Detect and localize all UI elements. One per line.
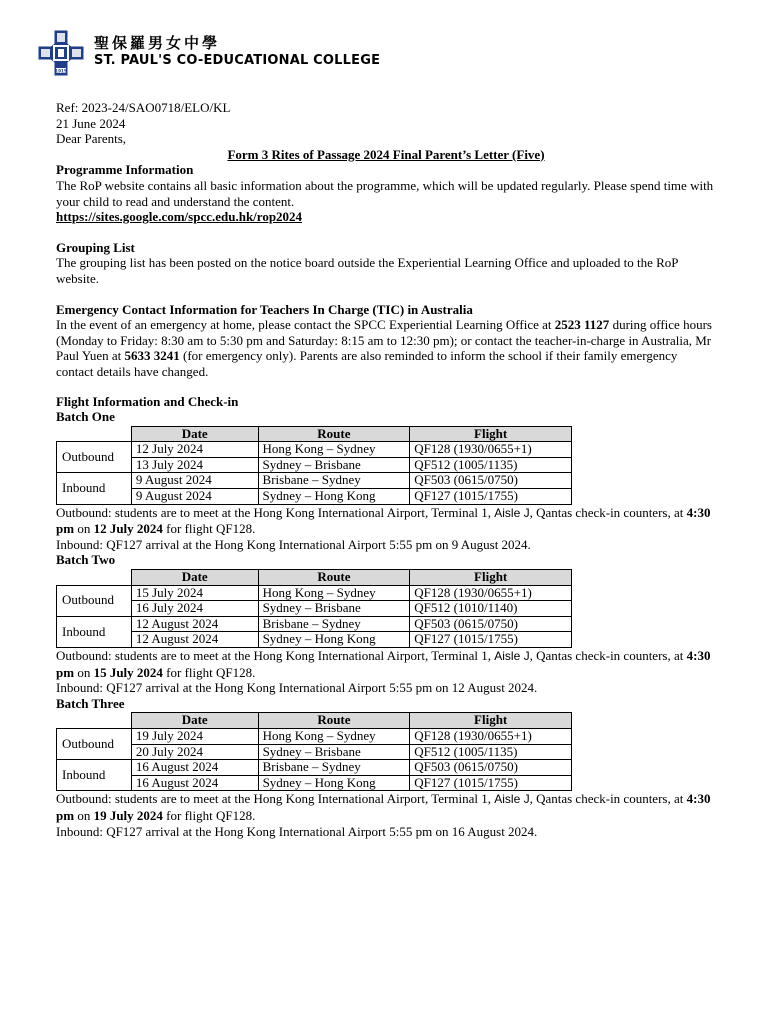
school-name-english: ST. PAUL'S CO-EDUCATIONAL COLLEGE xyxy=(94,53,381,68)
cell-route: Sydney – Brisbane xyxy=(258,601,410,617)
grouping-body: The grouping list has been posted on the notice board outside the Experiential Learning Office and uploaded to the RoP website. xyxy=(56,255,679,286)
table-row xyxy=(57,760,572,776)
cell-route: Brisbane – Sydney xyxy=(258,760,410,776)
school-name-chinese: 聖保羅男女中學 xyxy=(94,34,221,52)
flight-table xyxy=(56,569,572,648)
batch-title: Batch Three xyxy=(56,695,125,711)
cell-route: Brisbane – Sydney xyxy=(258,473,410,489)
flight-table xyxy=(56,426,572,505)
cell-flight: QF512 (1005/1135) xyxy=(410,457,572,473)
teacher-phone: 5633 3241 xyxy=(124,348,180,364)
cell-flight: QF127 (1015/1755) xyxy=(410,775,572,791)
batch-title: Batch One xyxy=(56,409,115,425)
cell-date: 9 August 2024 xyxy=(131,473,258,489)
flight-section-title: Flight Information and Check-in xyxy=(56,393,239,409)
table-row xyxy=(57,473,572,489)
cell-flight: QF128 (1930/0655+1) xyxy=(410,585,572,601)
cell-date: 19 July 2024 xyxy=(131,728,258,744)
header-date: Date xyxy=(131,570,258,586)
cell-flight: QF127 (1015/1755) xyxy=(410,489,572,505)
cell-flight: QF128 (1930/0655+1) xyxy=(410,442,572,458)
cell-route: Brisbane – Sydney xyxy=(258,616,410,632)
outbound-label: Outbound xyxy=(57,585,132,616)
cell-date: 9 August 2024 xyxy=(131,489,258,505)
inbound-note: Inbound: QF127 arrival at the Hong Kong International Airport 5:55 pm on 9 August 2024. xyxy=(56,536,531,552)
programme-section xyxy=(56,162,716,224)
table-row xyxy=(57,442,572,458)
meet-time: 4:30 pm xyxy=(56,504,711,537)
header-date: Date xyxy=(131,713,258,729)
table-header-row xyxy=(57,426,572,442)
letter-subject: Form 3 Rites of Passage 2024 Final Parent’s Letter (Five) xyxy=(227,146,545,162)
cell-route: Sydney – Hong Kong xyxy=(258,632,410,648)
cell-flight: QF503 (0615/0750) xyxy=(410,616,572,632)
table-row xyxy=(57,457,572,473)
cell-route: Hong Kong – Sydney xyxy=(258,442,410,458)
inbound-note: Inbound: QF127 arrival at the Hong Kong International Airport 5:55 pm on 12 August 2024. xyxy=(56,680,538,696)
meet-date: 15 July 2024 xyxy=(93,664,163,680)
letter-date: 21 June 2024 xyxy=(56,115,126,131)
cell-flight: QF503 (0615/0750) xyxy=(410,760,572,776)
cell-flight: QF503 (0615/0750) xyxy=(410,473,572,489)
cell-flight: QF512 (1005/1135) xyxy=(410,744,572,760)
cell-date: 16 July 2024 xyxy=(131,601,258,617)
aisle-label: Aisle J xyxy=(494,505,530,520)
table-row xyxy=(57,601,572,617)
table-header-row xyxy=(57,570,572,586)
cell-flight: QF128 (1930/0655+1) xyxy=(410,728,572,744)
outbound-label: Outbound xyxy=(57,442,132,473)
school-crest-icon xyxy=(38,30,84,76)
grouping-section xyxy=(56,240,716,287)
outbound-note: Outbound: students are to meet at the Hong Kong International Airport, Terminal 1, Aisle J, Qantas check-in counters, at 4:30 pm on 19 July 2024 for flight QF128. xyxy=(56,791,711,823)
header-flight: Flight xyxy=(410,713,572,729)
emergency-body: In the event of an emergency at home, please contact the SPCC Experiential Learning Office at 2523 1127 during office hours (Monday to Friday: 8:30 am to 5:30 pm and Saturday: 8:15 am to 12:30 pm); or contact the teacher-in-charge in Australia, Mr Paul Yuen at 5633 3241 (for emergency only). Parents are also reminded to inform the school if their family emergency contact details have changed. xyxy=(56,317,712,379)
table-row xyxy=(57,744,572,760)
cell-date: 12 July 2024 xyxy=(131,442,258,458)
emergency-section xyxy=(56,302,716,380)
cell-date: 12 August 2024 xyxy=(131,632,258,648)
header-route: Route xyxy=(258,426,410,442)
table-row xyxy=(57,489,572,505)
programme-body: The RoP website contains all basic information about the programme, which will be updated regularly. Please spend time with your child to read and understand the content. xyxy=(56,177,714,209)
meet-time: 4:30 pm xyxy=(56,791,711,823)
cell-flight: QF512 (1010/1140) xyxy=(410,601,572,617)
table-row xyxy=(57,728,572,744)
table-row xyxy=(57,616,572,632)
header-flight: Flight xyxy=(410,426,572,442)
table-row xyxy=(57,585,572,601)
cell-date: 15 July 2024 xyxy=(131,585,258,601)
crest-year: 1915 xyxy=(55,68,67,74)
office-phone: 2523 1127 xyxy=(554,317,610,333)
cell-route: Hong Kong – Sydney xyxy=(258,585,410,601)
letter-body xyxy=(56,100,716,839)
table-header-row xyxy=(57,713,572,729)
meet-date: 12 July 2024 xyxy=(93,521,163,537)
batch-title: Batch Two xyxy=(56,552,116,568)
cell-route: Sydney – Hong Kong xyxy=(258,489,410,505)
cell-date: 20 July 2024 xyxy=(131,744,258,760)
outbound-note: Outbound: students are to meet at the Hong Kong International Airport, Terminal 1, Aisle J, Qantas check-in counters, at 4:30 pm on 12 July 2024 for flight QF128. xyxy=(56,504,711,537)
inbound-label: Inbound xyxy=(57,473,132,504)
header-route: Route xyxy=(258,570,410,586)
table-row xyxy=(57,775,572,791)
cell-route: Sydney – Hong Kong xyxy=(258,775,410,791)
cell-route: Sydney – Brisbane xyxy=(258,744,410,760)
cell-date: 13 July 2024 xyxy=(131,457,258,473)
outbound-label: Outbound xyxy=(57,728,132,759)
flight-table xyxy=(56,712,572,791)
batch-list xyxy=(56,409,716,839)
inbound-label: Inbound xyxy=(57,616,132,647)
rop-website-link[interactable]: https://sites.google.com/spcc.edu.hk/rop2024 xyxy=(56,209,303,225)
header-route: Route xyxy=(258,713,410,729)
programme-title: Programme Information xyxy=(56,162,194,178)
meet-date: 19 July 2024 xyxy=(93,807,163,823)
reference-number: Ref: 2023-24/SAO0718/ELO/KL xyxy=(56,100,231,115)
aisle-label: Aisle J xyxy=(494,649,530,663)
header-flight: Flight xyxy=(410,570,572,586)
table-row xyxy=(57,632,572,648)
aisle-label: Aisle J xyxy=(494,792,530,807)
cell-date: 16 August 2024 xyxy=(131,760,258,776)
cell-date: 12 August 2024 xyxy=(131,616,258,632)
inbound-label: Inbound xyxy=(57,760,132,791)
cell-route: Sydney – Brisbane xyxy=(258,457,410,473)
salutation: Dear Parents, xyxy=(56,131,127,147)
emergency-title: Emergency Contact Information for Teachers In Charge (TIC) in Australia xyxy=(56,301,473,317)
cell-route: Hong Kong – Sydney xyxy=(258,728,410,744)
outbound-note: Outbound: students are to meet at the Hong Kong International Airport, Terminal 1, Aisle J, Qantas check-in counters, at 4:30 pm on 15 July 2024 for flight QF128. xyxy=(56,648,711,680)
grouping-title: Grouping List xyxy=(56,239,135,255)
inbound-note: Inbound: QF127 arrival at the Hong Kong International Airport 5:55 pm on 16 August 2024. xyxy=(56,823,538,839)
cell-flight: QF127 (1015/1755) xyxy=(410,632,572,648)
cell-date: 16 August 2024 xyxy=(131,775,258,791)
header-date: Date xyxy=(131,426,258,442)
meet-time: 4:30 pm xyxy=(56,648,711,680)
